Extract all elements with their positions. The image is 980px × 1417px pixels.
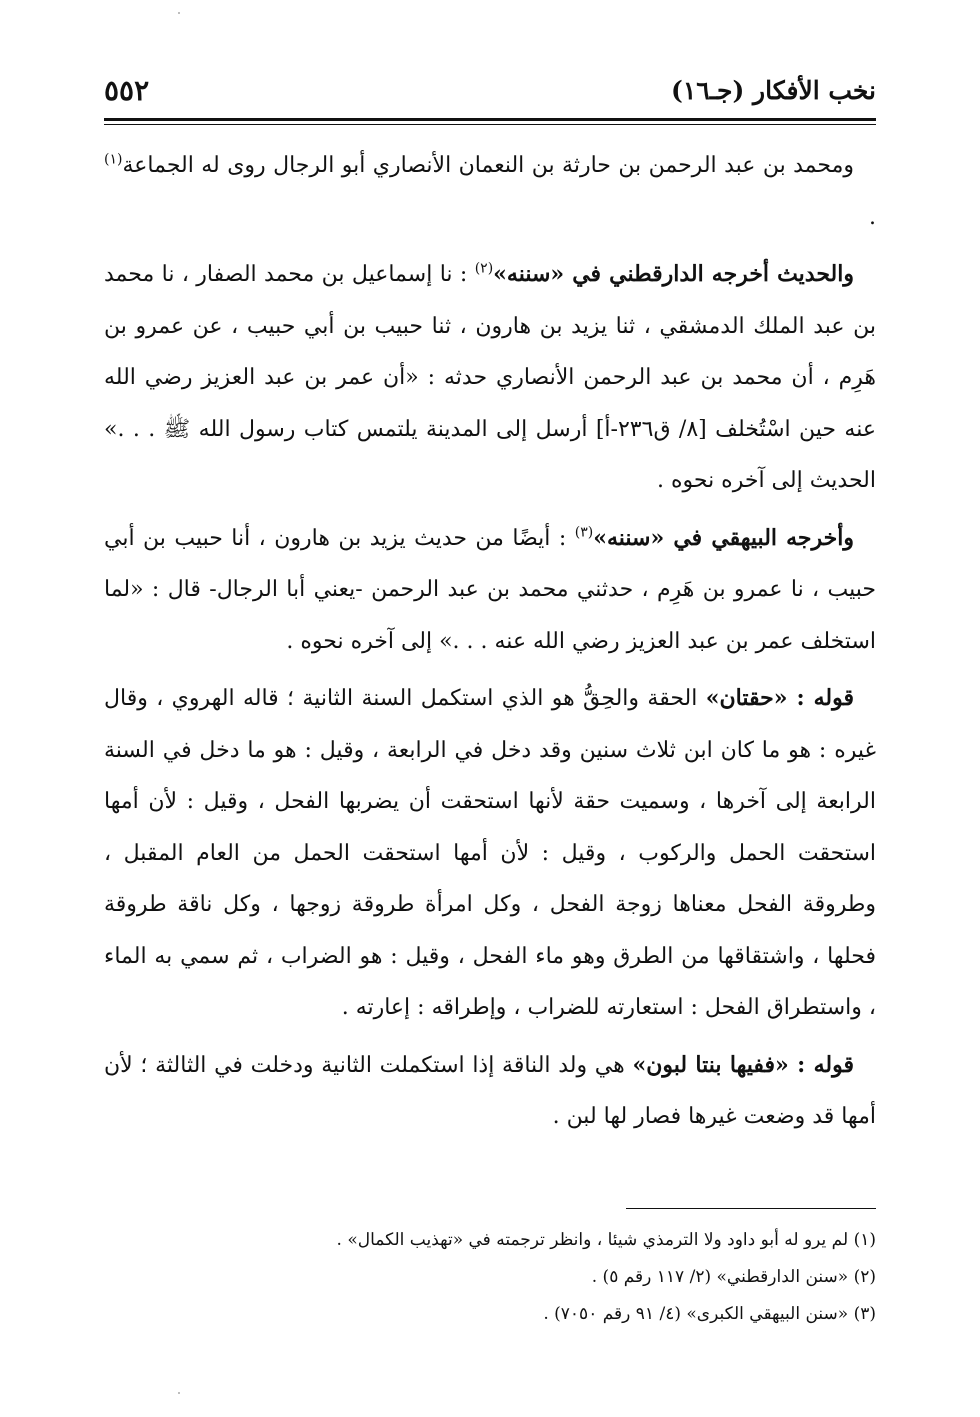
header-rule-thin (104, 124, 876, 125)
footnote-separator (626, 1208, 876, 1209)
footnote-1: (١) لم يرو له أبو داود ولا الترمذي شيئا ، وانظر ترجمته في «تهذيب الكمال» . (336, 1230, 876, 1250)
paragraph-4-text: الحقة والحِقُّ هو الذي استكمل السنة الثانية ؛ قاله الهروي ، وقال غيره : هو ما كان ابن ثلاث سنين وقد دخل في الرابعة ، وقيل : هو ما دخل في السنة الرابعة إلى آخرها ، وسميت حقة لأنها استحقت أن يضربها الفحل ، وقيل : لأن أمها استحقت الحمل والركوب ، وقيل : لأن أمها استحقت الحمل من العام المقبل ، وطروقة الفحل معناها زوجة الفحل ، وكل امرأة طروقة زوجها ، وكل ناقة طروقة فحلها ، واشتقاقها من الطرق وهو ماء الفحل ، وقيل : هو الضراب ، ثم سمي به الماء ، واستطراق الفحل : استعارته للضراب ، وإطراقه : إعارته . (104, 686, 876, 1020)
paragraph-1 (104, 140, 876, 243)
footnote-3: (٣) «سنن البيهقي الكبرى» (٤/ ٩١ رقم ٧٠٥٠) . (543, 1304, 876, 1324)
scan-speck (178, 1392, 180, 1394)
paragraph-2-lead: والحديث أخرجه الدارقطني في «سننه» (493, 261, 854, 287)
header-rule-thick (104, 118, 876, 121)
running-title: نخب الأفكار (جـ١٦) (670, 75, 876, 105)
footnotes (104, 1222, 876, 1333)
footnote-2: (٢) «سنن الدارقطني» (٢/ ١١٧ رقم ٥) . (591, 1267, 876, 1287)
paragraph-3 (104, 513, 876, 668)
footnote-ref-2: (٢) (474, 260, 494, 277)
footnote-ref-3: (٣) (574, 524, 594, 541)
running-header (104, 66, 876, 114)
paragraph-5-lead: قوله : «ففيها بنتا لبون» (632, 1051, 855, 1078)
paragraph-5 (104, 1040, 876, 1143)
footnote-ref-1: (١) (104, 151, 123, 168)
paragraph-3-text: : أيضًا من حديث يزيد بن هارون ، أنا حبيب بن أبي حبيب ، نا عمرو بن هَرِم ، حدثني محمد بن عبد الرحمن -يعني أبا الرجال- قال : «لما استخلف عمر بن عبد العزيز رضي الله عنه . . .» إلى آخره نحوه . (104, 525, 876, 654)
page-number: ٥٥٢ (104, 73, 150, 107)
paragraph-2-text: : نا إسماعيل بن محمد الصفار ، نا محمد بن عبد الملك الدمشقي ، ثنا يزيد بن هارون ، ثنا حبيب بن أبي حبيب ، عن عمرو بن هَرِم ، أن محمد بن عبد الرحمن الأنصاري حدثه : «أن عمر بن عبد العزيز رضي الله عنه حين اسْتُخلف [٨/ ق٢٣٦-أ] أرسل إلى المدينة يلتمس كتاب رسول الله ﷺ . . .» الحديث إلى آخره نحوه . (104, 262, 876, 493)
paragraph-1-text: ومحمد بن عبد الرحمن بن حارثة بن النعمان الأنصاري أبو الرجال روى له الجماعة (122, 153, 854, 178)
paragraph-4-lead: قوله : «حقتان» (705, 685, 855, 711)
scan-speck (178, 12, 180, 14)
paragraph-4 (104, 673, 876, 1034)
paragraph-3-lead: وأخرجه البيهقي في «سننه» (593, 524, 855, 551)
paragraph-1-end: . (869, 204, 876, 230)
paragraph-2 (104, 249, 876, 507)
paragraph-5-text: هي ولد الناقة إذا استكملت الثانية ودخلت في الثالثة ؛ لأن أمها قد وضعت غيرها فصار لها لبن . (104, 1052, 876, 1129)
main-text (104, 140, 876, 1149)
